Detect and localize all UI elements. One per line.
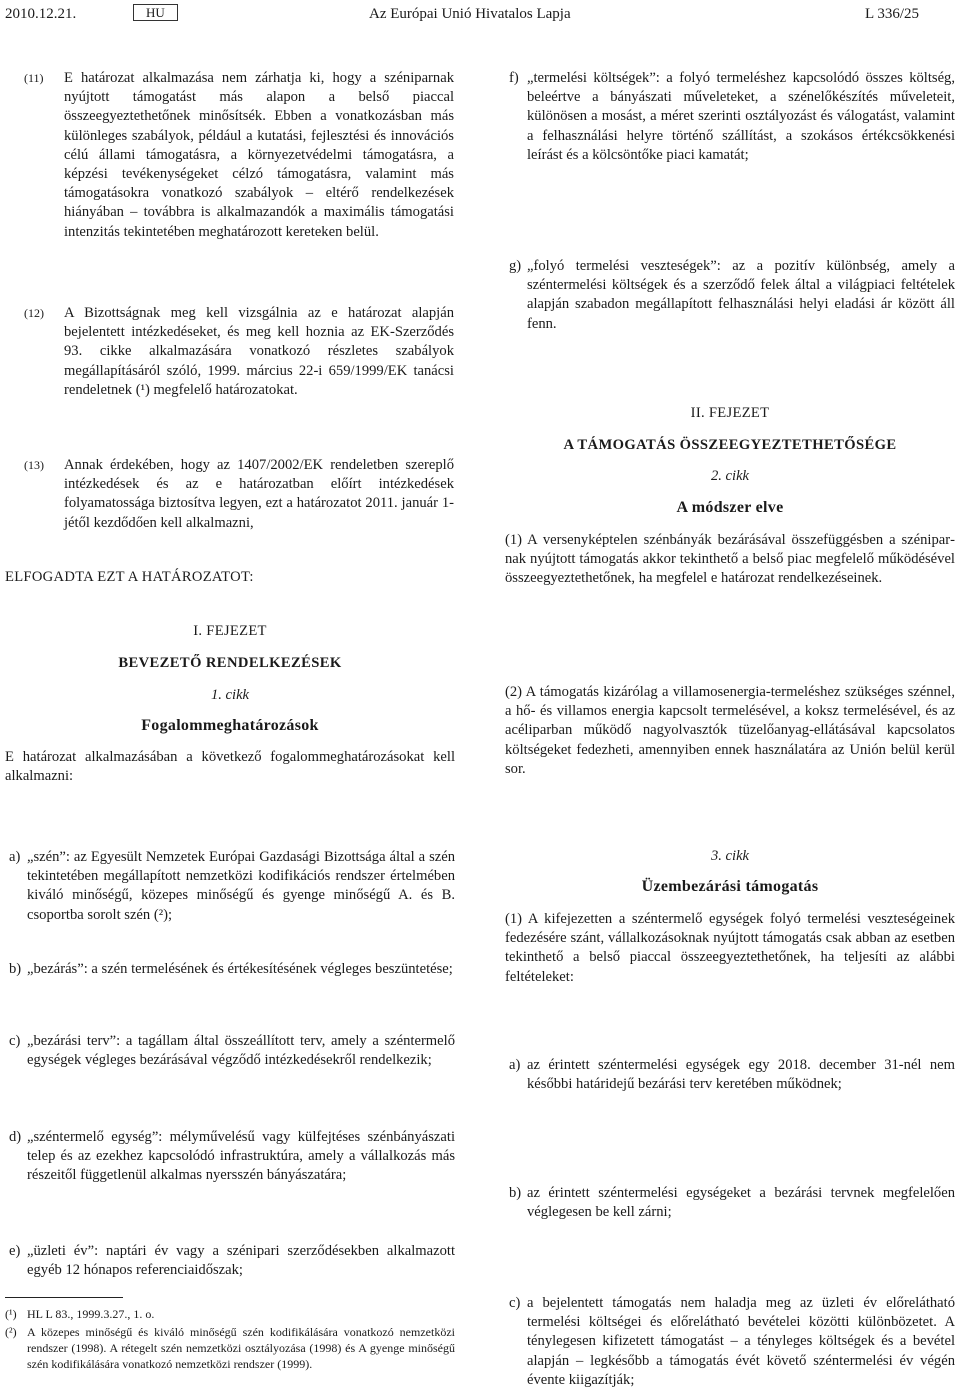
publication-date: 2010.12.21. [5,6,77,22]
recital-number: (12) [24,306,44,320]
article-1-number: 1. cikk [210,687,250,703]
article-1-title: Fogalommeghatározások [141,717,319,734]
footnote-1 [5,1306,455,1322]
chapter-1-title: BEVEZETŐ RENDELKEZÉSEK [118,655,342,671]
article-2-title: A módszer elve [676,499,784,516]
definition-text: „szén”: az Egyesült Nemzetek Európai Gazdasági Bizottsága által a szén tekintetében megállapított nemzetközi kodifikációs rendszer értelmében kiváló minőségű, közepes minőségű és gyenge minőségű A. és B. csoportba sorolt szén (²); [27,849,455,923]
definition-text: „folyó termelési veszteségek”: az a pozitív különbség, amely a széntermelési költségek és a szerződő felek által a világpiaci feltételek alapján szabadon megállapított felhasználási helyi eladási ár között áll fenn. [527,258,955,332]
page-reference: L 336/25 [865,6,920,22]
condition-label: a) [509,1057,521,1073]
article-2-number: 2. cikk [710,468,750,484]
definition-text: „üzleti év”: naptári év vagy a szénipari szerződésekben alkalmazott egyéb 12 hónapos referenciaidőszak; [27,1243,455,1279]
condition-c [509,1294,955,1390]
article-3-paragraph-1: (1) A kifejezetten a széntermelő egységek folyó termelési veszteségeinek fedezésére szánt, vállalkozásoknak nyújtott támogatás csak abban az esetben tekinthető a belső piaccal összeegyeztethetőnek, ha teljesíti az alábbi feltételeket: [505,911,955,985]
definition-text: „széntermelő egység”: mélyművelésű vagy külfejtéses szénbányászati telep és az ezekhez kapcsolódó infrastruktúra, amely a vállalkozás más részeitől függetlenül alkalmas nyersszén bányászatára; [27,1129,455,1184]
language-code: HU [133,4,178,21]
condition-a [509,1056,955,1094]
journal-title: Az Európai Unió Hivatalos Lapja [369,6,571,22]
chapter-2-label: II. FEJEZET [690,405,770,421]
definition-text: „termelési költségek”: a folyó termeléshez kapcsolódó összes költség, beleértve a bányászati műveleteket, a szénelőkészítés műveleteit, különösen a mosást, a méret szerinti osztályozást és válogatást, valamint a felhasználási helyre történő szállítást, a szokásos értékcsökkenési leírást és a kölcsöntőke piaci kamatát; [527,70,955,163]
article-3-number: 3. cikk [710,848,750,864]
condition-label: b) [509,1185,522,1201]
definition-text: „bezárás”: a szén termelésének és értékesítésének végleges beszüntetése; [27,961,453,977]
definition-label: d) [9,1129,22,1145]
article-1-intro: E határozat alkalmazásában a következő fogalommeghatározásokat kell alkalmazni: [5,749,455,785]
definition-label: c) [9,1033,21,1049]
definition-f [509,69,955,165]
chapter-1-label: I. FEJEZET [193,623,267,639]
condition-text: az érintett széntermelési egységeket a bezárási tervnek megfelelően véglegesen be kell zárni; [527,1185,955,1221]
adoption-formula: ELFOGADTA EZT A HATÁROZATOT: [5,569,254,585]
recital-number: (11) [24,71,44,85]
footnote-2 [5,1324,455,1372]
chapter-2-title: A TÁMOGATÁS ÖSSZEEGYEZTETHETŐSÉGE [563,437,897,453]
definition-e [9,1242,455,1280]
footnote-text: A közepes minőségű és kiváló minőségű szén kodifikálására vonatkozó nemzetközi rendszer (1998). A rétegelt szén nemzetközi osztályozása (1998) és A gyenge minőségű szén kodifikálására vonatkozó nemzetközi rendszer (1999). [27,1325,455,1371]
definition-c [9,1032,455,1070]
article-2-paragraph-2: (2) A támogatás kizárólag a villamosenergia-termeléshez szükséges szénnel, a hő- és villamos energia kapcsolt termelésével, a koksz termelésével, és az acéliparban működő nagyolvasztók tüzelőanyag-ellátásával kapcsolatos költségeket fedezheti, amennyiben ennek használatára az Unión belül kerül sor. [505,684,955,777]
recital-13 [24,456,454,533]
definition-label: e) [9,1243,21,1259]
definition-g [509,257,955,334]
definition-label: a) [9,849,21,865]
footnote-separator [5,1297,123,1298]
recital-12 [24,304,454,400]
definition-label: g) [509,258,522,274]
footnote-text: HL L 83., 1999.3.27., 1. o. [27,1307,155,1321]
definition-a [9,848,455,925]
definition-b [9,960,455,979]
recital-number: (13) [24,458,44,472]
definition-text: „bezárási terv”: a tagállam által összeállított terv, amely a széntermelő egységek végleges bezárásával végződő intézkedésekről rendelkezik; [27,1033,455,1069]
recital-text: A Bizottságnak meg kell vizsgálnia az e határozat alapján bejelentett intézkedéseket, és meg kell hoznia az EK-Szerződés 93. cikke alkalmazására vonatkozó részletes szabályok megállapításáról szóló, 1999. március 22-i 659/1999/EK tanácsi rendeletnek (¹) megfelelő határozatokat. [64,305,454,398]
article-3-title: Üzembezárási támogatás [641,878,819,895]
recital-text: Annak érdekében, hogy az 1407/2002/EK rendeletben szereplő intézkedések és az e határozatban előírt intézkedések folyamatossága biztosítva legyen, ezt a határozatot 2011. január 1-jétől kezdődően kell alkalmazni, [64,457,454,531]
footnote-label: (¹) [5,1307,17,1321]
definition-label: f) [509,70,519,86]
language-code-box [133,3,178,23]
definition-d [9,1128,455,1186]
article-2-paragraph-1: (1) A versenyképtelen szénbányák bezárásával összefüggésben a széniparnak nyújtott támogatás akkor tekinthető a belső piac megfelelő működésével összeegyeztethetőnek, ha megfelel e határozat rendelkezéseinek. [505,532,955,587]
condition-label: c) [509,1295,521,1311]
definition-label: b) [9,961,22,977]
footnote-label: (²) [5,1325,17,1339]
condition-text: az érintett széntermelési egységek egy 2018. december 31-nél nem későbbi határidejű bezárási terv keretében működnek; [527,1057,955,1093]
condition-text: a bejelentett támogatás nem haladja meg az üzleti év előrelátható termelési költségei és előrelátható bevételei közötti különbözetet. A ténylegesen kifizetett támogatást – a tényleges költségek és a bevétel alapján – legkésőbb a támogatás évét követő széntermelési év végén évente kiigazítják; [527,1295,955,1388]
recital-text: E határozat alkalmazása nem zárhatja ki, hogy a széniparnak nyújtott támogatást más alapon a belső piaccal összeegyeztethetőnek minősítsék. Ebben a vonatkozásban más különleges szabályok, például a kutatási, fejlesztési és innovációs célú állami támogatásra, a környezetvédelmi támogatásra, a képzési tevékenységeket célzó támogatásra, valamint más támogatásokra vonatkozó szabályok – eltérő rendelkezések hiányában – továbbra is alkalmazandók a maximális támogatási intenzitás tekintetében meghatározott kereteken belül. [64,70,454,240]
condition-b [509,1184,955,1222]
recital-11 [24,69,454,242]
